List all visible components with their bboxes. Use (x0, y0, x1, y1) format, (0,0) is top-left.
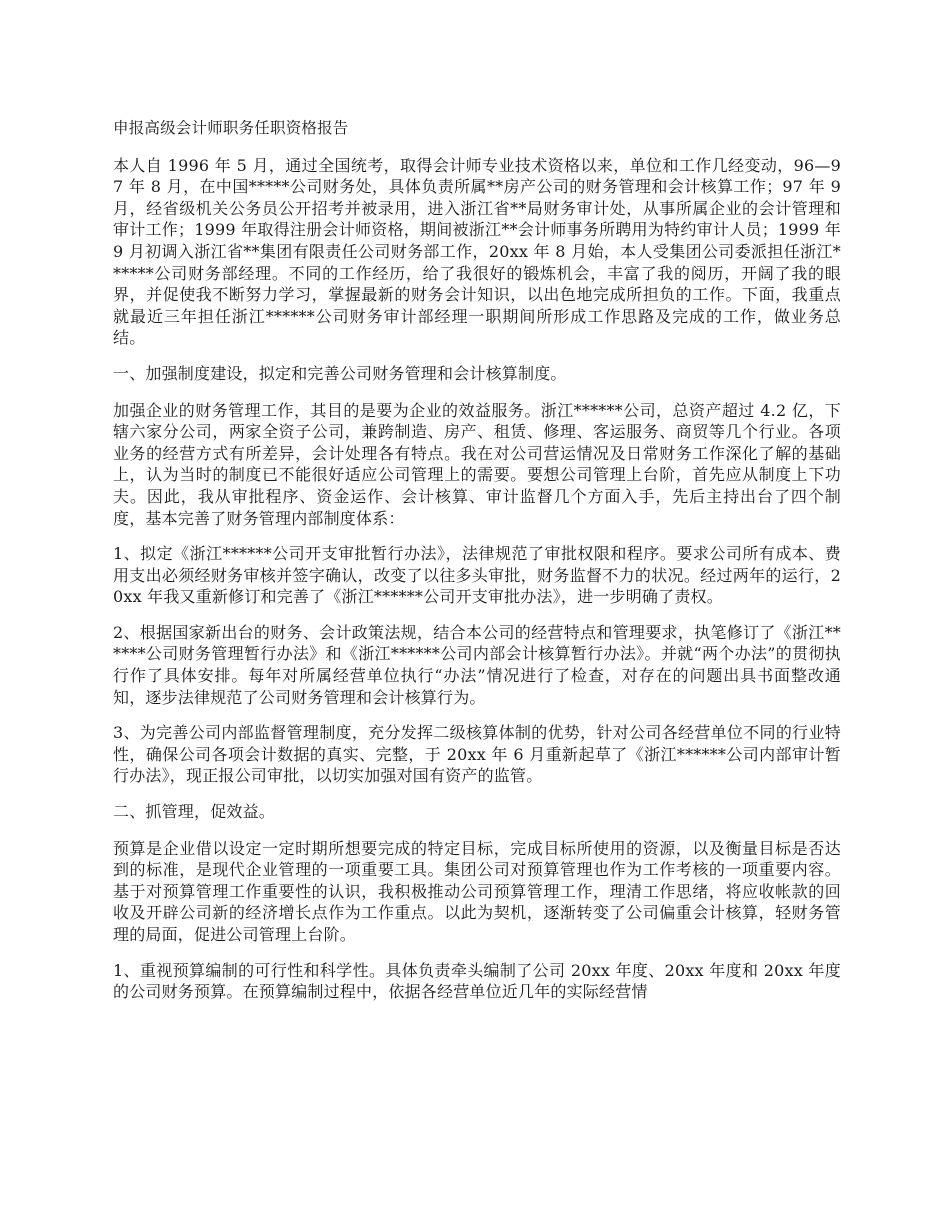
paragraph-intro: 本人自 1996 年 5 月，通过全国统考，取得会计师专业技术资格以来，单位和工作几经变动，96—97 年 8 月，在中国*****公司财务处，具体负责所属**房产公司的财务管理和会计核算工作；97 年 9 月，经省级机关公务员公开招考并被录用，进入浙江省**局财务审计处，从事所属企业的会计管理和审计工作；1999 年取得注册会计师资格，期间被浙江**会计师事务所聘用为特约审计人员；1999 年 9 月初调入浙江省**集团有限责任公司财务部工作，20xx 年 8 月始，本人受集团公司委派担任浙江******公司财务部经理。不同的工作经历，给了我很好的锻炼机会，丰富了我的阅历，开阔了我的眼界，并促使我不断努力学习，掌握最新的财务会计知识，以出色地完成所担负的工作。下面，我重点就最近三年担任浙江******公司财务审计部经理一职期间所形成工作思路及完成的工作，做业务总结。 (113, 155, 841, 348)
document-title: 申报高级会计师职务任职资格报告 (113, 119, 349, 137)
section-heading-2: 二、抓管理，促效益。 (113, 802, 276, 822)
paragraph-item-4: 1、重视预算编制的可行性和科学性。具体负责牵头编制了公司 20xx 年度、20xx 年度和 20xx 年度的公司财务预算。在预算编制过程中，依据各经营单位近几年的实际经营情 (113, 960, 841, 1002)
section-heading-1: 一、加强制度建设，拟定和完善公司财务管理和会计核算制度。 (113, 363, 567, 383)
document-page (113, 118, 841, 1017)
paragraph-item-3: 3、为完善公司内部监督管理制度，充分发挥二级核算体制的优势，针对公司各经营单位不同的行业特性，确保公司各项会计数据的真实、完整，于 20xx 年 6 月重新起草了《浙江******公司内部审计暂行办法》，现正报公司审批，以切实加强对国有资产的监管。 (113, 723, 841, 786)
paragraph-section-2: 预算是企业借以设定一定时期所想要完成的特定目标，完成目标所使用的资源，以及衡量目标是否达到的标准，是现代企业管理的一项重要工具。集团公司对预算管理也作为工作考核的一项重要内容。基于对预算管理工作重要性的认识，我积极推动公司预算管理工作，理清工作思绪，将应收帐款的回收及开辟公司新的经济增长点作为工作重点。以此为契机，逐渐转变了公司偏重会计核算，轻财务管理的局面，促进公司管理上台阶。 (113, 838, 841, 944)
paragraph-section-1: 加强企业的财务管理工作，其目的是要为企业的效益服务。浙江******公司，总资产超过 4.2 亿，下辖六家分公司，两家全资子公司，兼跨制造、房产、租赁、修理、客运服务、商贸等几个行业。各项业务的经营方式有所差异，会计处理各有特点。我在对公司营运情况及日常财务工作深化了解的基础上，认为当时的制度已不能很好适应公司管理上的需要。要想公司管理上台阶，首先应从制度上下功夫。因此，我从审批程序、资金运作、会计核算、审计监督几个方面入手，先后主持出台了四个制度，基本完善了财务管理内部制度体系： (113, 400, 841, 528)
paragraph-item-1: 1、拟定《浙江******公司开支审批暂行办法》，法律规范了审批权限和程序。要求公司所有成本、费用支出必须经财务审核并签字确认，改变了以往多头审批，财务监督不力的状况。经过两年的运行，20xx 年我又重新修订和完善了《浙江******公司开支审批办法》，进一步明确了责权。 (113, 544, 841, 607)
paragraph-item-2: 2、根据国家新出台的财务、会计政策法规，结合本公司的经营特点和管理要求，执笔修订了《浙江******公司财务管理暂行办法》和《浙江******公司内部会计核算暂行办法》。并就“两个办法”的贯彻执行作了具体安排。每年对所属经营单位执行“办法”情况进行了检查，对存在的问题出具书面整改通知，逐步法律规范了公司财务管理和会计核算行为。 (113, 622, 841, 707)
